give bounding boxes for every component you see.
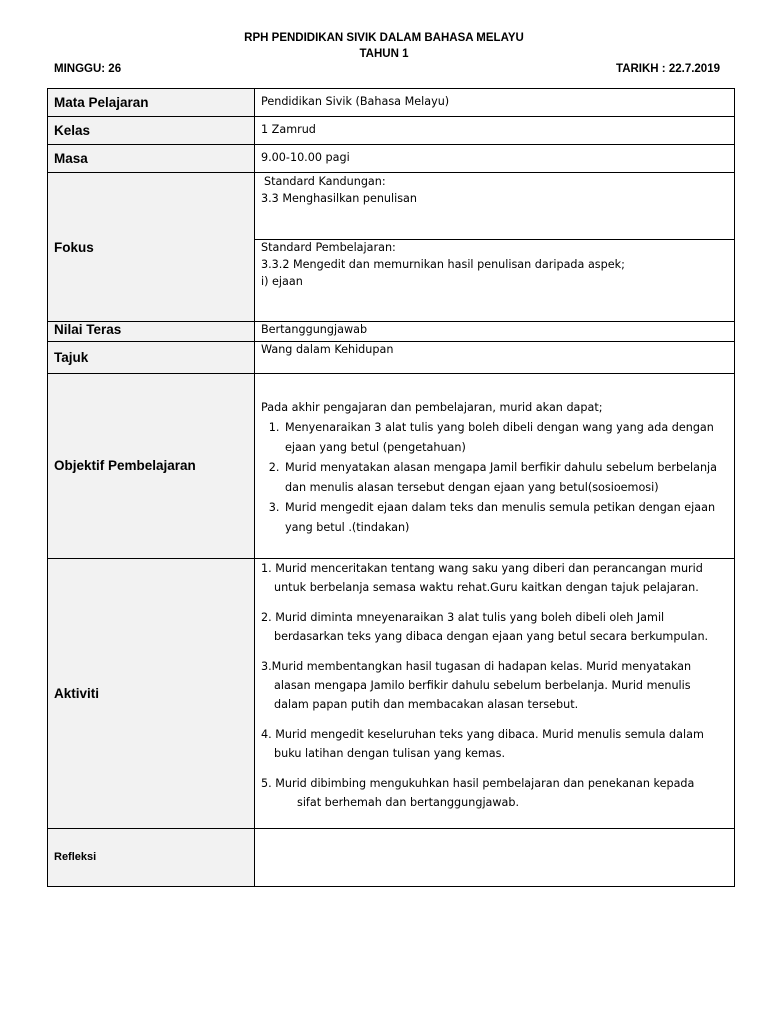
objektif-item: 1. Menyenaraikan 3 alat tulis yang boleh dibeli dengan wang yang ada dengan ejaan yang betul (pengetahuan) bbox=[283, 418, 728, 458]
row-aktiviti bbox=[48, 558, 735, 828]
standard-kandungan-title: Standard Kandungan: bbox=[264, 175, 386, 188]
value-mata-pelajaran: Pendidikan Sivik (Bahasa Melayu) bbox=[261, 95, 450, 109]
value-nilai-teras: Bertanggungjawab bbox=[261, 323, 368, 336]
value-refleksi bbox=[255, 829, 734, 833]
lesson-plan-table bbox=[47, 88, 735, 887]
objektif-item: 2. Murid menyatakan alasan mengapa Jamil berfikir dahulu sebelum berbelanja dan menulis alasan tersebut dengan ejaan yang betul(sosioemosi) bbox=[283, 458, 728, 498]
row-nilai-teras bbox=[48, 322, 735, 342]
label-tajuk: Tajuk bbox=[54, 349, 89, 365]
objektif-intro: Pada akhir pengajaran dan pembelajaran, murid akan dapat; bbox=[261, 400, 603, 414]
standard-kandungan-text: 3.3 Menghasilkan penulisan bbox=[261, 191, 418, 205]
aktiviti-item: 3.Murid membentangkan hasil tugasan di hadapan kelas. Murid menyatakan alasan mengapa Jamilo berfikir dahulu sebelum berbelanja. Murid menulis dalam papan putih dan membacakan alasan tersebut. bbox=[261, 659, 692, 711]
label-refleksi: Refleksi bbox=[54, 851, 97, 864]
date-label: TARIKH : 22.7.2019 bbox=[616, 63, 720, 75]
row-fokus-kandungan bbox=[48, 173, 735, 240]
row-mata-pelajaran bbox=[48, 89, 735, 117]
standard-pembelajaran-text: 3.3.2 Mengedit dan memurnikan hasil penulisan daripada aspek; bbox=[261, 257, 625, 271]
label-masa: Masa bbox=[54, 151, 88, 166]
label-nilai-teras: Nilai Teras bbox=[54, 322, 122, 337]
value-kelas: 1 Zamrud bbox=[261, 123, 316, 137]
standard-pembelajaran-title: Standard Pembelajaran: bbox=[261, 241, 396, 254]
label-kelas: Kelas bbox=[54, 123, 91, 138]
row-tajuk bbox=[48, 341, 735, 373]
aktiviti-item: 4. Murid mengedit keseluruhan teks yang dibaca. Murid menulis semula dalam buku latihan dengan tulisan yang kemas. bbox=[261, 727, 704, 760]
row-objektif bbox=[48, 373, 735, 558]
document-title: RPH PENDIDIKAN SIVIK DALAM BAHASA MELAYU bbox=[244, 32, 524, 44]
aktiviti-item: 1. Murid menceritakan tentang wang saku yang diberi dan perancangan murid untuk berbelanja semasa waktu rehat.Guru kaitkan dengan tajuk pelajaran. bbox=[261, 561, 703, 594]
objektif-item: 3. Murid mengedit ejaan dalam teks dan menulis semula petikan dengan ejaan yang betul .(tindakan) bbox=[283, 498, 728, 538]
label-aktiviti: Aktiviti bbox=[54, 685, 100, 701]
aktiviti-item: 5. Murid dibimbing mengukuhkan hasil pembelajaran dan penekanan kepada sifat berhemah dan bertanggungjawab. bbox=[261, 776, 695, 809]
label-fokus: Fokus bbox=[54, 239, 94, 255]
row-masa bbox=[48, 145, 735, 173]
value-tajuk: Wang dalam Kehidupan bbox=[261, 342, 394, 356]
aktiviti-item: 2. Murid diminta mneyenaraikan 3 alat tulis yang boleh dibeli oleh Jamil berdasarkan teks yang dibaca dengan ejaan yang betul secara berkumpulan. bbox=[261, 610, 709, 643]
document-subtitle: TAHUN 1 bbox=[359, 48, 409, 60]
standard-pembelajaran-item: i) ejaan bbox=[261, 274, 303, 288]
row-refleksi bbox=[48, 828, 735, 886]
row-kelas bbox=[48, 117, 735, 145]
objektif-list bbox=[261, 418, 728, 538]
label-mata-pelajaran: Mata Pelajaran bbox=[54, 95, 149, 110]
label-objektif: Objektif Pembelajaran bbox=[54, 458, 196, 474]
value-masa: 9.00-10.00 pagi bbox=[261, 151, 350, 165]
week-label: MINGGU: 26 bbox=[54, 63, 122, 75]
